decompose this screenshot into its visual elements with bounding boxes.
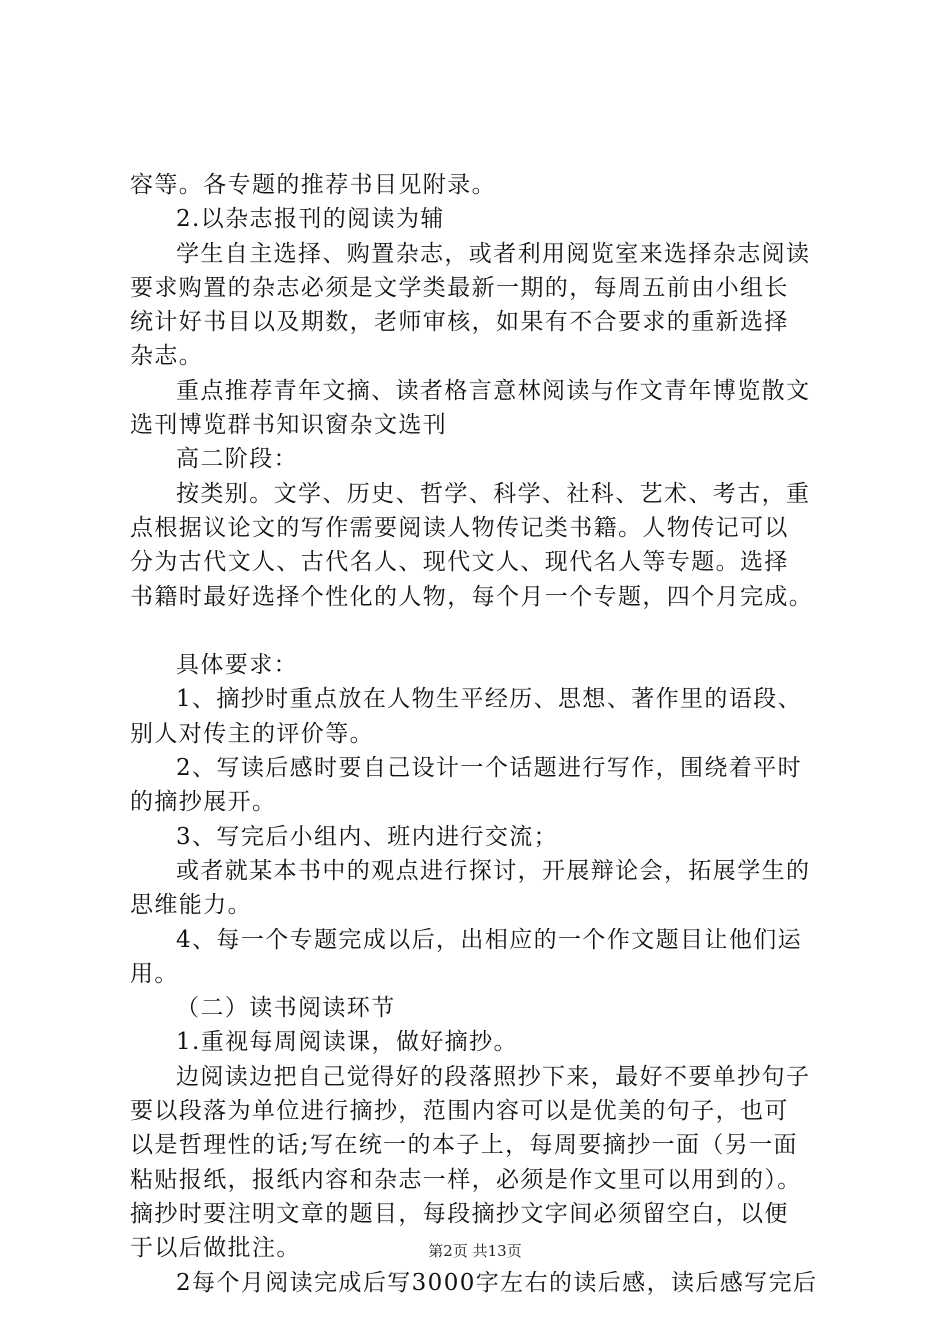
text-line: 的摘抄展开。: [130, 789, 277, 816]
text-line: 要求购置的杂志必须是文学类最新一期的，每周五前由小组长: [130, 274, 789, 301]
text-line: 2.以杂志报刊的阅读为辅: [176, 206, 445, 233]
text-line: （二）读书阅读环节: [176, 995, 396, 1022]
text-line: 1、摘抄时重点放在人物生平经历、思想、著作里的语段、: [176, 686, 803, 713]
text-line: 2每个月阅读完成后写3000字左右的读后感，读后感写完后: [176, 1269, 818, 1296]
text-line: 2、写读后感时要自己设计一个话题进行写作，围绕着平时: [176, 755, 803, 782]
text-line: 思维能力。: [130, 892, 252, 919]
text-line: 粘贴报纸，报纸内容和杂志一样，必须是作文里可以用到的）。: [130, 1166, 802, 1193]
text-line: 3、写完后小组内、班内进行交流；: [176, 823, 559, 850]
page-footer: [0, 1240, 950, 1262]
page-number-label: 第2页 共13页: [428, 1242, 522, 1260]
text-line: 于以后做批注。: [130, 1235, 301, 1262]
text-line: 或者就某本书中的观点进行探讨，开展辩论会，拓展学生的: [176, 857, 811, 884]
text-line: 学生自主选择、购置杂志，或者利用阅览室来选择杂志阅读: [176, 240, 811, 267]
text-line: 分为古代文人、古代名人、现代文人、现代名人等专题。选择: [130, 549, 789, 576]
text-line: 摘抄时要注明文章的题目，每段摘抄文字间必须留空白，以便: [130, 1200, 789, 1227]
text-line: 按类别。文学、历史、哲学、科学、社科、艺术、考古，重: [176, 480, 811, 507]
text-line: 书籍时最好选择个性化的人物，每个月一个专题，四个月完成。: [130, 583, 814, 610]
text-line: 4、每一个专题完成以后，出相应的一个作文题目让他们运: [176, 926, 803, 953]
text-line: 选刊博览群书知识窗杂文选刊: [130, 412, 448, 439]
text-line: 具体要求：: [176, 652, 298, 679]
document-body: [130, 168, 830, 1300]
text-line: 要以段落为单位进行摘抄，范围内容可以是优美的句子，也可: [130, 1098, 789, 1125]
text-line: 杂志。: [130, 343, 204, 370]
text-line: 以是哲理性的话;写在统一的本子上，每周要摘抄一面（另一面: [130, 1132, 798, 1159]
text-line: 用。: [130, 960, 179, 987]
text-line: 边阅读边把自己觉得好的段落照抄下来，最好不要单抄句子: [176, 1063, 811, 1090]
text-line: 高二阶段：: [176, 446, 298, 473]
text-line: 重点推荐青年文摘、读者格言意林阅读与作文青年博览散文: [176, 377, 811, 404]
text-line: 统计好书目以及期数，老师审核，如果有不合要求的重新选择: [130, 309, 789, 336]
text-line: 别人对传主的评价等。: [130, 720, 374, 747]
text-line: 点根据议论文的写作需要阅读人物传记类书籍。人物传记可以: [130, 514, 789, 541]
text-line: 容等。各专题的推荐书目见附录。: [130, 172, 496, 198]
blank-line: [130, 614, 830, 648]
text-line: 1.重视每周阅读课，做好摘抄。: [176, 1029, 518, 1056]
